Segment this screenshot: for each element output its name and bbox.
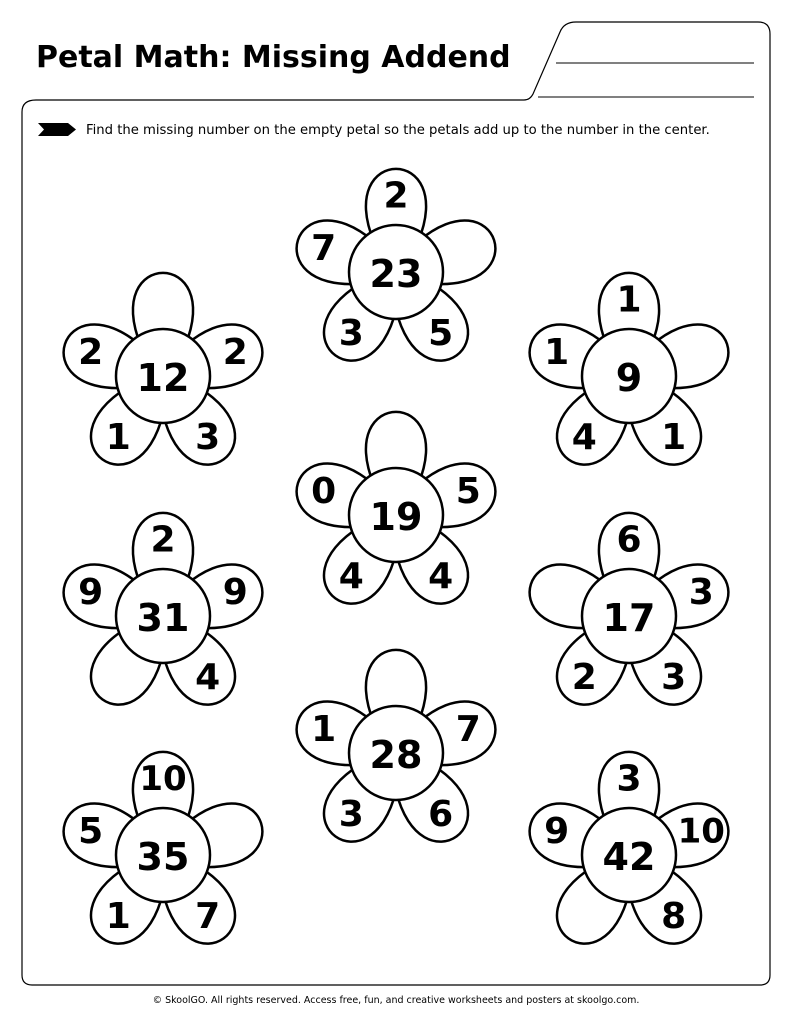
petal-number: 5 — [455, 471, 481, 512]
petal-number: 1 — [105, 417, 131, 458]
petal-number: 1 — [311, 709, 337, 750]
petal-number: 6 — [428, 794, 454, 835]
flower — [64, 752, 263, 944]
center-number: 42 — [602, 835, 656, 879]
petal-number: 4 — [338, 556, 364, 597]
petal-number: 2 — [78, 332, 104, 373]
petal-number: 1 — [105, 896, 131, 937]
petal-number: 2 — [571, 657, 597, 698]
petal-number: 9 — [222, 572, 248, 613]
petal-number: 7 — [195, 896, 221, 937]
flower — [297, 169, 496, 361]
page-title: Petal Math: Missing Addend — [36, 40, 511, 75]
petal-number: 2 — [150, 519, 176, 561]
flower — [64, 513, 263, 705]
center-number: 17 — [602, 596, 656, 640]
footer-copyright: © SkoolGO. All rights reserved. Access free, fun, and creative worksheets and posters at skoolgo.com. — [152, 995, 640, 1006]
flower — [297, 650, 496, 842]
petal-number: 3 — [616, 758, 642, 800]
flower — [530, 752, 729, 944]
petal-number: 7 — [311, 228, 337, 269]
petal-number: 4 — [428, 556, 454, 597]
flower — [297, 412, 496, 604]
petal-number: 6 — [616, 519, 642, 561]
petal-number: 3 — [661, 657, 687, 698]
petal-number: 4 — [571, 417, 597, 458]
petal-number: 9 — [544, 811, 570, 852]
center-number: 23 — [369, 252, 423, 296]
petal-number: 9 — [78, 572, 104, 613]
petal-number: 1 — [616, 279, 642, 321]
petal-number: 1 — [661, 417, 687, 458]
flower — [530, 273, 729, 465]
flowers-area — [64, 169, 729, 944]
center-number: 31 — [136, 596, 190, 640]
petal-number: 4 — [195, 657, 221, 698]
center-number: 35 — [136, 835, 190, 879]
petal-number: 3 — [338, 794, 364, 835]
petal-number: 10 — [139, 759, 187, 799]
flower — [64, 273, 263, 465]
petal-number: 1 — [544, 332, 570, 373]
flower — [530, 513, 729, 705]
petal-number: 3 — [688, 572, 714, 613]
petal-number: 3 — [338, 313, 364, 354]
center-number: 19 — [369, 495, 423, 539]
center-number: 12 — [136, 356, 190, 400]
petal-number: 5 — [428, 313, 454, 354]
petal-number: 2 — [383, 175, 409, 217]
petal-number: 7 — [455, 709, 481, 750]
center-number: 28 — [369, 733, 423, 777]
petal-number: 3 — [195, 417, 221, 458]
petal-number: 5 — [78, 811, 104, 852]
petal-number: 0 — [311, 471, 337, 512]
petal-number: 8 — [661, 896, 687, 937]
arrow-icon — [38, 123, 76, 136]
instruction-text: Find the missing number on the empty petal so the petals add up to the number in the center. — [86, 123, 710, 138]
center-number: 9 — [615, 356, 643, 400]
petal-number: 2 — [222, 332, 248, 373]
petal-number: 10 — [677, 811, 725, 852]
